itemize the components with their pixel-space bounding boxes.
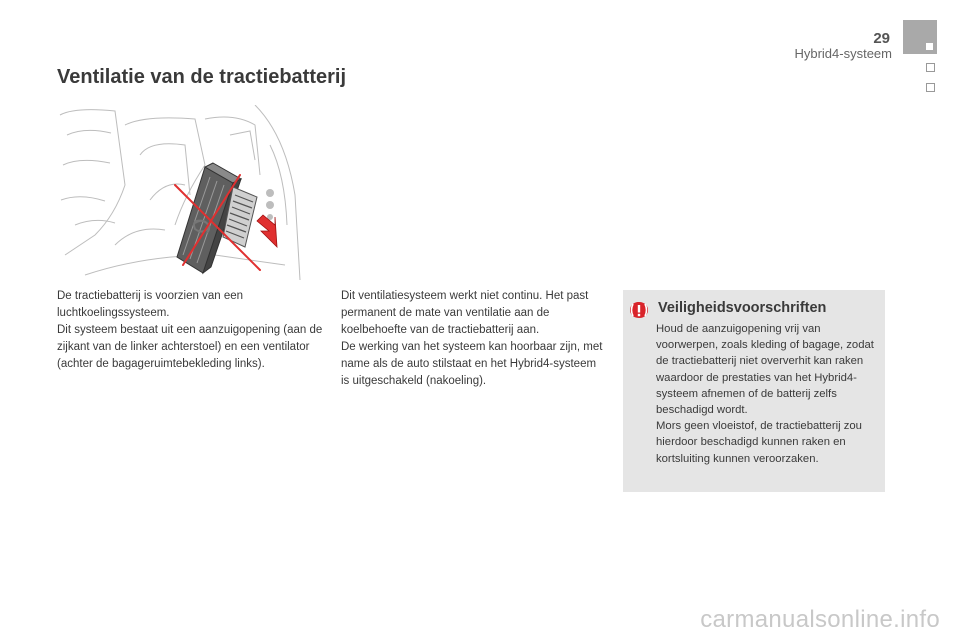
paragraph: Dit ventilatiesysteem werkt niet continu. Het past permanent de mate van ventilatie aan de koelbehoefte van de tractiebatterij aan. (341, 290, 589, 336)
paragraph: Mors geen vloeistof, de tractiebatterij zou hierdoor beschadigd kunnen raken en kortsluiting kunnen veroorzaken. (656, 420, 862, 465)
warning-icon (628, 300, 650, 320)
safety-box (623, 290, 885, 492)
operation-column (341, 288, 603, 390)
battery-ventilation-illustration (55, 105, 305, 280)
page-marker-box (926, 83, 935, 92)
safety-title: Veiligheidsvoorschriften (658, 300, 827, 316)
page-marker-box (926, 63, 935, 72)
safety-text (656, 321, 878, 467)
intro-column (57, 288, 325, 373)
red-arrow-icon (257, 215, 277, 247)
section-label: Hybrid4-systeem (794, 46, 892, 61)
page-corner-tab (903, 20, 937, 54)
page-title: Ventilatie van de tractiebatterij (57, 66, 346, 88)
page-number: 29 (873, 30, 890, 47)
paragraph: De tractiebatterij is voorzien van een luchtkoelingssysteem. (57, 290, 244, 319)
watermark: carmanualsonline.info (700, 606, 940, 633)
paragraph: De werking van het systeem kan hoorbaar zijn, met name als de auto stilstaat en het Hybrid4-systeem is uitgeschakeld (nakoeling). (341, 341, 603, 387)
paragraph: Dit systeem bestaat uit een aanzuigopening (aan de zijkant van de linker achterstoel) en een ventilator (achter de bagageruimtebekleding links). (57, 324, 323, 370)
paragraph: Houd de aanzuigopening vrij van voorwerpen, zoals kleding of bagage, zodat de tractiebatterij niet oververhit kan raken waardoor de prestaties van het Hybrid4-systeem afnemen of de batterij zelfs beschadigd wordt. (656, 323, 874, 417)
